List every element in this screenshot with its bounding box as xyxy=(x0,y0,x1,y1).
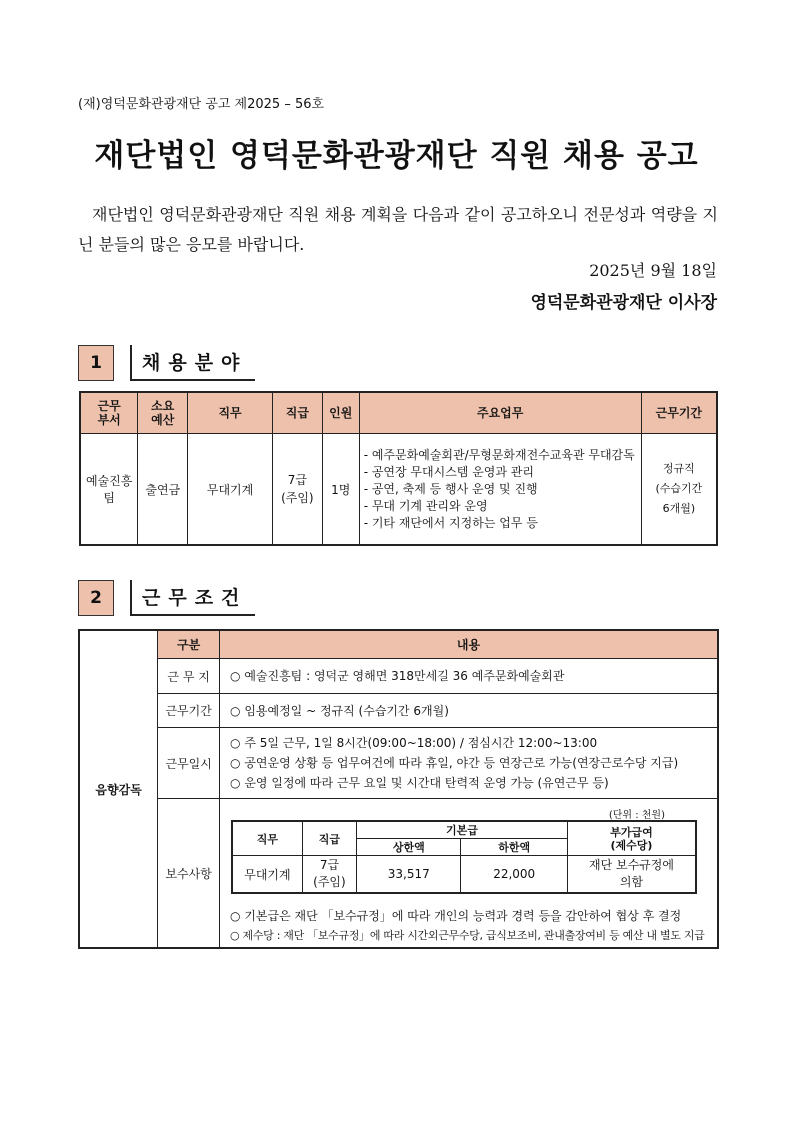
duty-item: - 예주문화예술회관/무형문화재전수교육관 무대감독 xyxy=(363,447,635,462)
table-row xyxy=(232,856,696,894)
location-label: 근 무 지 xyxy=(158,659,220,694)
section1-title: 채용분야 xyxy=(130,345,255,381)
col-dept: 근무 부서 xyxy=(80,392,138,434)
salary-extra: 재단 보수규정에 의함 xyxy=(567,856,696,894)
salary-col-extra: 부가급여 (제수당) xyxy=(567,821,696,856)
salary-job: 무대기계 xyxy=(232,856,302,894)
hours-value xyxy=(220,728,718,799)
salary-unit: (단위 : 천원) xyxy=(608,810,665,821)
col-budget: 소요 예산 xyxy=(138,392,188,434)
signer: 영덕문화관광재단 이사장 xyxy=(530,293,717,313)
salary-col-grade: 직급 xyxy=(302,821,356,856)
col-category: 구분 xyxy=(158,630,220,659)
section2-number: 2 xyxy=(78,580,114,616)
period-label: 근무기간 xyxy=(158,694,220,728)
hours-item: ○ 운영 일정에 따라 근무 요일 및 시간대 탄력적 운영 가능 (유연근무 등) xyxy=(230,776,609,790)
salary-grade: 7급 (주임) xyxy=(302,856,356,894)
salary-label: 보수사항 xyxy=(158,799,220,949)
table-row xyxy=(80,434,717,546)
salary-notes xyxy=(230,906,704,946)
recruitment-table xyxy=(79,391,718,546)
salary-col-upper: 상한액 xyxy=(357,839,461,856)
section1-heading xyxy=(78,345,255,381)
intro-paragraph: 재단법인 영덕문화관광재단 직원 채용 계획을 다음과 같이 공고하오니 전문성과 역량을 지닌 분들의 많은 응모를 바랍니다. xyxy=(78,205,718,254)
table-header-row xyxy=(80,392,717,434)
salary-col-lower: 하한액 xyxy=(461,839,567,856)
col-count: 인원 xyxy=(322,392,359,434)
col-job: 직무 xyxy=(188,392,273,434)
salary-table xyxy=(231,820,697,894)
duty-item: - 무대 기계 관리와 운영 xyxy=(363,498,488,513)
col-period: 근무기간 xyxy=(641,392,717,434)
hours-item: ○ 공연운영 상황 등 업무여건에 따라 휴일, 야간 등 연장근로 가능(연장근로수당 지급) xyxy=(230,756,679,770)
group-label: 음향감독 xyxy=(79,630,158,948)
page-title: 재단법인 영덕문화관광재단 직원 채용 공고 xyxy=(94,138,699,174)
cell-job: 무대기계 xyxy=(188,434,273,546)
duty-item: - 기타 재단에서 지정하는 업무 등 xyxy=(363,515,538,530)
location-value: ○ 예술진흥팀 : 영덕군 영해면 318만세길 36 예주문화예술회관 xyxy=(220,659,718,694)
cell-dept: 예술진흥팀 xyxy=(80,434,138,546)
period-value: ○ 임용예정일 ~ 정규직 (수습기간 6개월) xyxy=(220,694,718,728)
col-grade: 직급 xyxy=(272,392,322,434)
duty-item: - 공연장 무대시스템 운영과 관리 xyxy=(363,464,534,479)
cell-period: 정규직 (수습기간 6개월) xyxy=(641,434,717,546)
cell-duties xyxy=(359,434,641,546)
salary-value xyxy=(220,799,718,949)
section2-title: 근무조건 xyxy=(130,580,255,616)
salary-col-job: 직무 xyxy=(232,821,302,856)
duty-item: - 공연, 축제 등 행사 운영 및 진행 xyxy=(363,481,538,496)
salary-note: ○ 기본급은 재단 「보수규정」에 따라 개인의 능력과 경력 등을 감안하여 협상 후 결정 xyxy=(230,909,682,923)
hours-label: 근무일시 xyxy=(158,728,220,799)
salary-note: ○ 제수당 : 재단 「보수규정」에 따라 시간외근무수당, 급식보조비, 관내출장여비 등 예산 내 별도 지급 xyxy=(230,929,705,942)
cell-budget: 출연금 xyxy=(138,434,188,546)
salary-col-base: 기본급 xyxy=(357,821,568,839)
notice-date: 2025년 9월 18일 xyxy=(589,261,717,280)
section1-number: 1 xyxy=(78,345,114,381)
notice-number: (재)영덕문화관광재단 공고 제2025 – 56호 xyxy=(78,97,325,112)
salary-lower: 22,000 xyxy=(461,856,567,894)
cell-count: 1명 xyxy=(322,434,359,546)
hours-item: ○ 주 5일 근무, 1일 8시간(09:00~18:00) / 점심시간 12:00~13:00 xyxy=(230,736,598,750)
col-duties: 주요업무 xyxy=(359,392,641,434)
col-content: 내용 xyxy=(220,630,718,659)
section2-heading xyxy=(78,580,255,616)
salary-upper: 33,517 xyxy=(357,856,461,894)
conditions-table xyxy=(78,629,719,949)
cell-grade: 7급 (주임) xyxy=(272,434,322,546)
